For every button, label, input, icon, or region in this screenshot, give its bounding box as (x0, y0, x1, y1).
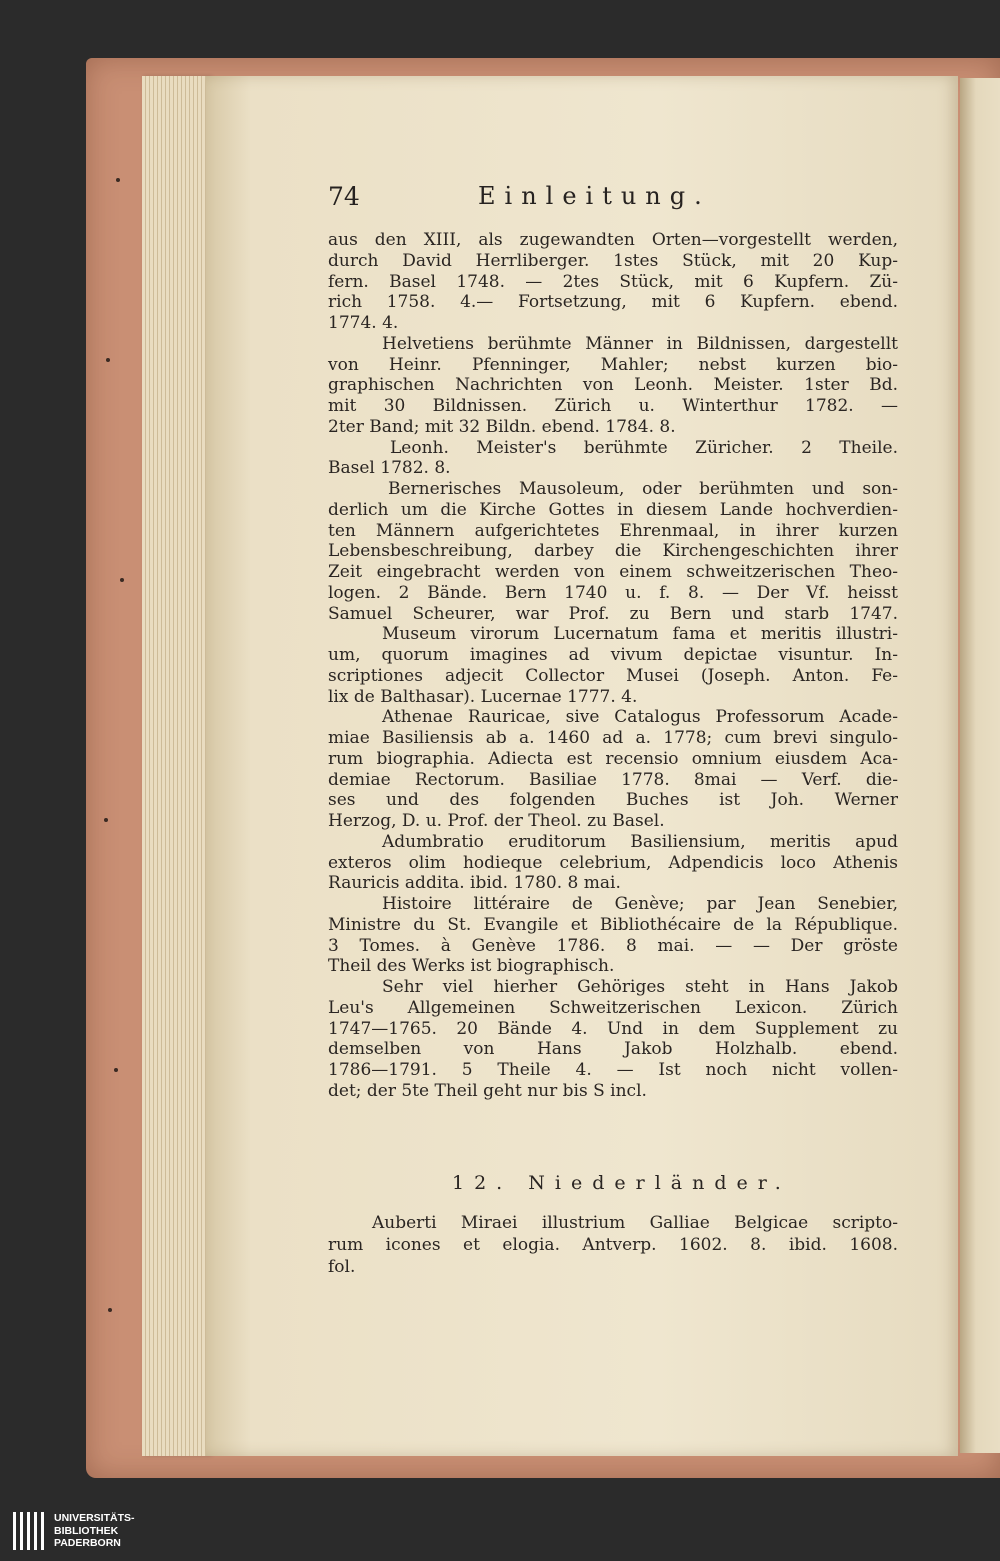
text-line: Samuel Scheurer, war Prof. zu Bern und starb 1747. (328, 603, 898, 624)
text-line: Helvetiens berühmte Männer in Bildnissen, dargestellt (382, 333, 898, 354)
text-line: 1774. 4. (328, 313, 399, 333)
text-line: demselben von Hans Jakob Holzhalb. ebend. (328, 1039, 898, 1060)
page-edges (142, 76, 210, 1456)
text-line: ten Männern aufgerichtetes Ehrenmaal, in ihrer kurzen (328, 520, 898, 541)
library-name-line: BIBLIOTHEK (54, 1524, 119, 1537)
library-name-line: PADERBORN (54, 1537, 121, 1549)
running-title: Einleitung. (478, 182, 711, 210)
text-line: 1747—1765. 20 Bände 4. Und in dem Supplement zu (328, 1018, 898, 1039)
text-line: fern. Basel 1748. — 2tes Stück, mit 6 Kupfern. Zü- (328, 271, 898, 292)
text-line: Sehr viel hierher Gehöriges steht in Hans Jakob (382, 977, 898, 997)
text-line: ses und des folgenden Buches ist Joh. Werner (328, 790, 898, 811)
page-number: 74 (328, 182, 360, 211)
library-name (54, 1512, 135, 1550)
section-text (328, 1212, 898, 1278)
text-line: Ministre du St. Evangile et Bibliothécaire de la République. (328, 914, 898, 935)
board-speck (104, 818, 108, 822)
body-text (328, 230, 898, 1102)
text-line: Adumbratio eruditorum Basiliensium, meritis apud (382, 831, 898, 852)
running-head (328, 182, 898, 222)
text-line: Theil des Werks ist biographisch. (328, 956, 615, 977)
text-line: 2ter Band; mit 32 Bildn. ebend. 1784. 8. (328, 416, 676, 437)
text-line: Basel 1782. 8. (328, 458, 451, 479)
text-line: det; der 5te Theil geht nur bis S incl. (328, 1080, 647, 1101)
text-line: demiae Rectorum. Basiliae 1778. 8mai — Verf. die- (328, 769, 898, 790)
text-line: 1786—1791. 5 Theile 4. — Ist noch nicht vollen- (328, 1060, 898, 1080)
text-line: exteros olim hodieque celebrium, Adpendicis loco Athenis (328, 852, 898, 873)
text-line: 3 Tomes. à Genève 1786. 8 mai. — — Der gröste (328, 935, 898, 956)
text-line: um, quorum imagines ad vivum depictae visuntur. In- (328, 645, 898, 665)
text-line: rich 1758. 4.— Fortsetzung, mit 6 Kupfern. ebend. (328, 292, 898, 313)
text-line: Bernerisches Mausoleum, oder berühmten und son- (388, 479, 898, 499)
text-line: rum icones et elogia. Antverp. 1602. 8. ibid. 1608. (328, 1235, 898, 1255)
board-speck (114, 1068, 118, 1072)
board-speck (120, 578, 124, 582)
text-line: Herzog, D. u. Prof. der Theol. zu Basel. (328, 811, 665, 831)
text-line: graphischen Nachrichten von Leonh. Meister. 1ster Bd. (328, 375, 898, 396)
text-line: Histoire littéraire de Genève; par Jean Senebier, (382, 894, 898, 914)
text-line: miae Basiliensis ab a. 1460 ad a. 1778; cum brevi singulo- (328, 728, 898, 748)
text-line: Zeit eingebracht werden von einem schweitzerischen Theo- (328, 562, 898, 582)
text-line: fol. (328, 1257, 356, 1277)
text-line: logen. 2 Bände. Bern 1740 u. f. 8. — Der Vf. heisst (328, 582, 898, 603)
text-line: Leu's Allgemeinen Schweitzerischen Lexicon. Zürich (328, 997, 898, 1018)
text-line: Rauricis addita. ibid. 1780. 8 mai. (328, 873, 621, 894)
library-emblem-icon (10, 1508, 50, 1554)
library-logo (10, 1508, 150, 1554)
text-line: durch David Herrliberger. 1stes Stück, mit 20 Kup- (328, 250, 898, 271)
text-line: von Heinr. Pfenninger, Mahler; nebst kurzen bio- (328, 354, 898, 375)
text-line: Museum virorum Lucernatum fama et meritis illustri- (382, 624, 898, 645)
section-heading: 12. Niederländer. (452, 1172, 791, 1194)
text-line: Leonh. Meister's berühmte Züricher. 2 Theile. (390, 437, 898, 458)
text-line: mit 30 Bildnissen. Zürich u. Winterthur 1782. — (328, 396, 898, 416)
board-speck (106, 358, 110, 362)
board-speck (116, 178, 120, 182)
facing-page-edge (960, 78, 1000, 1453)
text-line: Athenae Rauricae, sive Catalogus Professorum Acade- (382, 707, 898, 728)
text-line: Auberti Miraei illustrium Galliae Belgicae scripto- (372, 1213, 898, 1233)
text-line: scriptiones adjecit Collector Musei (Joseph. Anton. Fe- (328, 665, 898, 686)
text-line: lix de Balthasar). Lucernae 1777. 4. (328, 686, 638, 707)
text-line: derlich um die Kirche Gottes in diesem Lande hochverdien- (328, 499, 898, 520)
text-line: aus den XIII, als zugewandten Orten—vorgestellt werden, (328, 230, 898, 250)
board-speck (108, 1308, 112, 1312)
text-line: rum biographia. Adiecta est recensio omnium eiusdem Aca- (328, 748, 898, 769)
text-line: Lebensbeschreibung, darbey die Kirchengeschichten ihrer (328, 541, 898, 562)
library-name-line: UNIVERSITÄTS- (54, 1512, 135, 1524)
